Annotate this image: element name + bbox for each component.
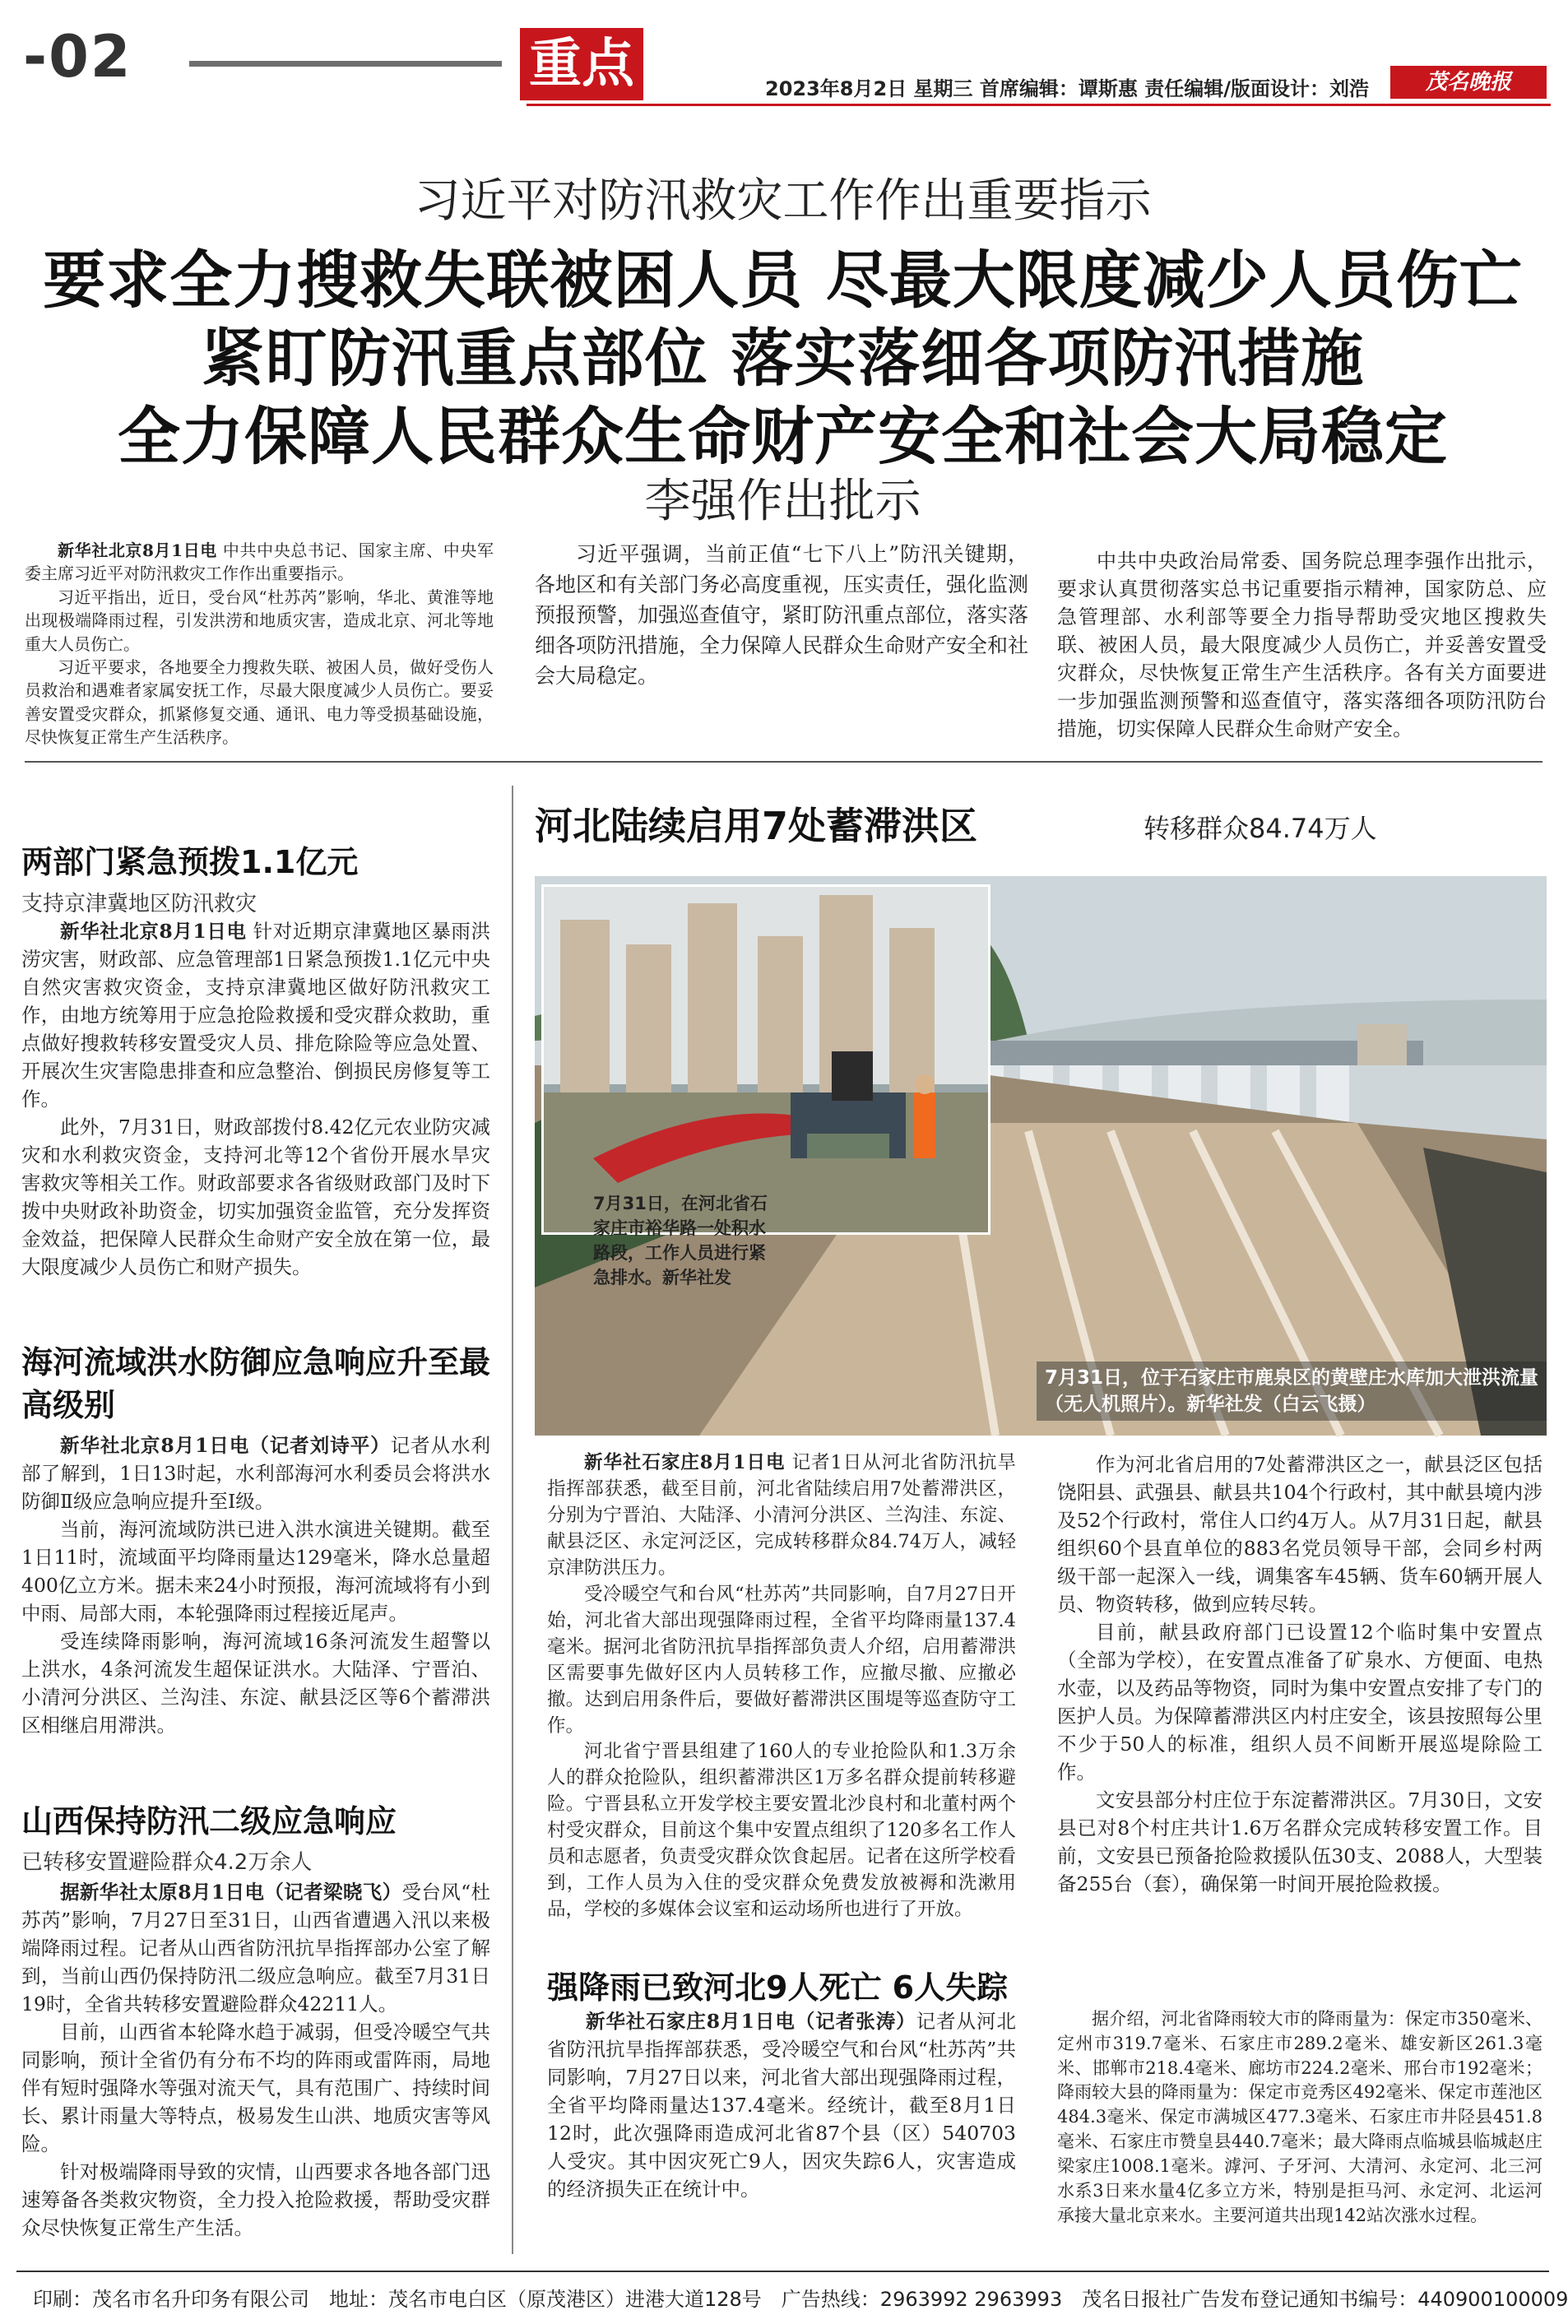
lead-headline-3: 全力保障人民群众生命财产安全和社会大局稳定 [118,400,1448,473]
article-title-funds: 两部门紧急预拨1.1亿元 [21,844,359,880]
article-body-casualties-col1 [547,2007,1016,2203]
article-body-haihe [21,1431,490,1739]
lead-subhead: 李强作出批示 [644,475,921,528]
article-subtitle-hebei: 转移群众84.74万人 [1144,813,1377,844]
article-title-hebei: 河北陆续启用7处蓄滞洪区 [535,804,978,848]
header-rule [189,61,502,67]
header-divider [527,104,1551,106]
article-paragraph: 文安县部分村庄位于东淀蓄滞洪区。7月30日，文安县已对8个村庄共计1.6万名群众完成转移安置工作。目前，文安县已预备抢险救援队伍30支、2088人，大型装备255台（套），确保第一时间开展抢险救援。 [1057,1788,1542,1895]
article-subtitle-funds: 支持京津冀地区防汛救灾 [21,892,257,916]
article-paragraph: 针对极端降雨导致的灾情，山西要求各地各部门迅速筹备各类救灾物资，全力投入抢险救援，帮助受灾群众尽快恢复正常生产生活。 [21,2160,490,2239]
article-paragraph: 据介绍，河北省降雨较大市的降雨量为：保定市350毫米、定州市319.7毫米、石家庄市289.2毫米、雄安新区261.3毫米、邯郸市218.4毫米、廊坊市224.2毫米、邢台市192毫米；降雨较大县的降雨量为：保定市竞秀区492毫米、保定市莲池区484.3毫米、保定市满城区477.3毫米、石家庄市井陉县451.8毫米、石家庄市赞皇县440.7毫米；最大降雨点临城县临城赵庄梁家庄1008.1毫米。滹河、子牙河、大清河、永定河、北三河水系3日来水量4亿多立方米，特别是拒马河、永定河、北运河承接大量北京来水。主要河道共出现142站次涨水过程。 [1057,2009,1542,2225]
lead-column-3 [1057,547,1547,744]
article-paragraph: 目前，献县政府部门已设置12个临时集中安置点（全部为学校），在安置点准备了矿泉水、方便面、电热水壶，以及药品等物资，同时为集中安置点安排了专门的医护人员。为保障蓄滞洪区内村庄安全，该县按照每公里不少于50人的标准，组织人员不间断开展巡堤除险工作。 [1057,1621,1542,1784]
footer-rule [16,2271,1549,2272]
article-paragraph: 河北省宁晋县组建了160人的专业抢险队和1.3万余人的群众抢险队，组织蓄滞洪区1万多名群众提前转移避险。宁晋县私立开发学校主要安置北沙良村和北董村两个村受灾群众，目前这个集中安置点组织了120多名工作人员和志愿者，负责受灾群众饮食起居。记者在这所学校看到，工作人员为入住的受灾群众免费发放被褥和洗漱用品，学校的多媒体会议室和运动场所也进行了开放。 [547,1741,1016,1921]
column-divider [512,786,513,2254]
caption-dam: 7月31日，位于石家庄市鹿泉区的黄壁庄水库加大泄洪流量（无人机照片）。新华社发（白云飞摄） [1037,1361,1547,1421]
section-divider [25,761,1542,763]
article-subtitle-shanxi: 已转移安置避险群众4.2万余人 [21,1850,313,1875]
lead-paragraph: 中共中央政治局常委、国务院总理李强作出批示，要求认真贯彻落实总书记重要指示精神，国家防总、应急管理部、水利部等要全力指导帮助受灾地区搜救失联、被困人员，最大限度减少人员伤亡，并妥善安置受灾群众，尽快恢复正常生产生活秩序。各有关方面要进一步加强监测预警和巡查值守，落实落细各项防汛防台措施，切实保障人民群众生命财产安全。 [1057,550,1547,741]
lead-headline-1: 要求全力搜救失联被困人员 尽最大限度减少人员伤亡 [43,244,1523,317]
lead-paragraph: 习近平强调，当前正值“七下八上”防汛关键期，各地区和有关部门务必高度重视，压实责任，强化监测预报预警，加强巡查值守，紧盯防汛重点部位，落实落细各项防汛措施，全力保障人民群众生命财产安全和社会大局稳定。 [535,542,1029,688]
article-body-hebei-col1 [547,1450,1016,1923]
article-paragraph: 此外，7月31日，财政部拨付8.42亿元农业防灾减灾和水利救灾资金，支持河北等12个省份开展水旱灾害救灾等相关工作。财政部要求各省级财政部门及时下拨中央财政补助资金，切实加强资金监管，充分发挥资金效益，把保障人民群众生命财产安全放在第一位，最大限度减少人员伤亡和财产损失。 [21,1116,490,1278]
lead-headline-2: 紧盯防汛重点部位 落实落细各项防汛措施 [201,322,1365,395]
article-paragraph: 受连续降雨影响，海河流域16条河流发生超警以上洪水，4条河流发生超保证洪水。大陆泽、宁晋泊、小清河分洪区、兰沟洼、东淀、献县泛区等6个蓄滞洪区相继启用滞洪。 [21,1630,490,1737]
article-paragraph: 新华社北京8月1日电（记者刘诗平）记者从水利部了解到，1日13时起，水利部海河水利委员会将洪水防御Ⅱ级应急响应提升至Ⅰ级。 [21,1434,491,1513]
article-body-funds [21,917,490,1281]
article-paragraph: 当前，海河流域防洪已进入洪水演进关键期。截至1日11时，流域面平均降雨量达129毫米，降水总量超400亿立方米。据未来24小时预报，海河流域将有小到中雨、局部大雨，本轮强降雨过程接近尾声。 [21,1518,490,1625]
page-number: -02 [23,23,132,90]
masthead-logo: 茂名晚报 [1390,66,1547,99]
article-paragraph: 新华社北京8月1日电 针对近期京津冀地区暴雨洪涝灾害，财政部、应急管理部1日紧急预拨1.1亿元中央自然灾害救灾资金，支持京津冀地区做好防汛救灾工作，由地方统筹用于应急抢险救援和受灾群众救助，重点做好搜救转移安置受灾人员、排危除险等应急处置、开展次生灾害隐患排查和应急整治、倒损民房修复等工作。 [21,920,490,1111]
lead-paragraph: 习近平要求，各地要全力搜救失联、被困人员，做好受伤人员救治和遇难者家属安抚工作，尽最大限度减少人员伤亡。要妥善安置受灾群众，抓紧修复交通、通讯、电力等受损基础设施，尽快恢复正常生产生活秩序。 [25,657,494,748]
photo-group [535,876,1547,1436]
lead-kicker: 习近平对防汛救灾工作作出重要指示 [414,174,1152,228]
section-tag: 重点 [520,28,643,100]
article-body-casualties-col2 [1057,2007,1542,2228]
header-meta: 2023年8月2日 星期三 首席编辑：谭斯惠 责任编辑/版面设计：刘浩 [765,77,1370,100]
article-title-shanxi: 山西保持防汛二级应急响应 [21,1803,397,1839]
lead-column-1 [25,539,494,749]
article-paragraph: 受冷暖空气和台风“杜苏芮”共同影响，自7月27日开始，河北省大部出现强降雨过程，全省平均降雨量137.4毫米。据河北省防汛抗旱指挥部负责人介绍，启用蓄滞洪区需要事先做好区内人员转移工作，应撤尽撤、应撤必撤。达到启用条件后，要做好蓄滞洪区围堤等巡查防守工作。 [547,1583,1016,1737]
lead-paragraph: 习近平指出，近日，受台风“杜苏芮”影响，华北、黄淮等地出现极端降雨过程，引发洪涝和地质灾害，造成北京、河北等地重大人员伤亡。 [25,587,494,654]
article-title-haihe: 海河流域洪水防御应急响应升至最高级别 [21,1344,491,1423]
footer-imprint: 印刷：茂名市名升印务有限公司 地址：茂名市电白区（原茂港区）进港大道128号 广告热线：2963992 2963993 茂名日报社广告发布登记通知书编号：440900100009 [33,2288,1568,2311]
lead-paragraph: 新华社北京8月1日电 中共中央总书记、国家主席、中央军委主席习近平对防汛救灾工作作出重要指示。 [25,540,494,584]
article-body-shanxi [21,1878,490,2242]
city-drainage-illustration [544,887,988,1232]
lead-column-2 [535,539,1028,691]
article-body-hebei-col2 [1057,1450,1542,1898]
article-title-casualties: 强降雨已致河北9人死亡 6人失踪 [547,1969,1009,2006]
lead-dateline: 新华社北京8月1日电 [58,540,217,560]
article-paragraph: 新华社石家庄8月1日电（记者张涛）记者从河北省防汛抗旱指挥部获悉，受冷暖空气和台风“杜苏芮”共同影响，7月27日以来，河北省大部出现强降雨过程，全省平均降雨量达137.4毫米。经统计，截至8月1日12时，此次强降雨造成河北省87个县（区）540703人受灾。其中因灾死亡9人，因灾失踪6人，灾害造成的经济损失正在统计中。 [547,2010,1017,2201]
article-paragraph: 据新华社太原8月1日电（记者梁晓飞）受台风“杜苏芮”影响，7月27日至31日，山西省遭遇入汛以来极端降雨过程。记者从山西省防汛抗旱指挥部办公室了解到，当前山西仍保持防汛二级应急响应。截至7月31日19时，全省共转移安置避险群众42211人。 [21,1881,491,2016]
city-drainage-photo [541,884,990,1287]
caption-city: 7月31日，在河北省石家庄市裕华路一处积水路段，工作人员进行紧急排水。新华社发 [593,1194,768,1287]
article-paragraph: 作为河北省启用的7处蓄滞洪区之一，献县泛区包括饶阳县、武强县、献县共104个行政村，其中献县境内涉及52个行政村，常住人口约4万人。从7月31日起，献县组织60个县直单位的883名党员领导干部，会同乡村两级干部一起深入一线，调集客车45辆、货车60辆开展人员、物资转移，做到应转尽转。 [1057,1453,1542,1616]
article-paragraph: 目前，山西省本轮降水趋于减弱，但受冷暖空气共同影响，预计全省仍有分布不均的阵雨或雷阵雨，局地伴有短时强降水等强对流天气，具有范围广、持续时间长、累计雨量大等特点，极易发生山洪、地质灾害等风险。 [21,2020,490,2155]
article-paragraph: 新华社石家庄8月1日电 记者1日从河北省防汛抗旱指挥部获悉，截至目前，河北省陆续启用7处蓄滞洪区，分别为宁晋泊、大陆泽、小清河分洪区、兰沟洼、东淀、献县泛区、永定河泛区，完成转移群众84.74万人，减轻京津防洪压力。 [547,1452,1016,1579]
